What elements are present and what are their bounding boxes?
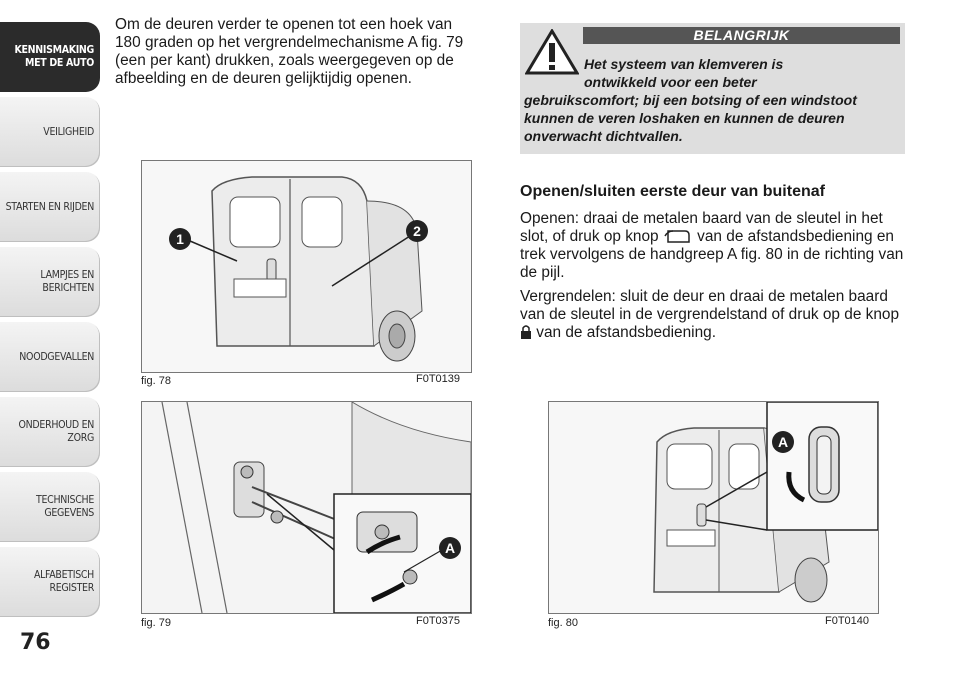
warning-box: [520, 23, 905, 154]
figure-80: [548, 401, 879, 614]
tab-label: ALFABETISCH REGISTER: [33, 569, 94, 594]
open-text-after: van de afstandsbediening en trek vervolgens de handgreep A fig. 80 in de richting van de pijl.: [520, 228, 904, 281]
lock-text-after: van de afstandsbediening.: [536, 324, 716, 341]
callout-2: 2: [413, 223, 421, 239]
callout-1: 1: [176, 231, 184, 247]
page-number: 76: [20, 630, 51, 655]
fig78-code: F0T0139: [416, 373, 461, 385]
tab-technische[interactable]: [0, 472, 100, 542]
callout-a: A: [777, 434, 789, 450]
handle-illustration: [549, 402, 878, 613]
open-paragraph: [520, 210, 915, 282]
tab-label: STARTEN EN RIJDEN: [5, 200, 94, 213]
warning-text: [524, 55, 900, 145]
figure-78: [141, 160, 472, 373]
tab-veiligheid[interactable]: [0, 97, 100, 167]
fig80-label: fig. 80: [548, 617, 578, 629]
tab-starten[interactable]: [0, 172, 100, 242]
tab-label: LAMPJES EN BERICHTEN: [40, 269, 94, 294]
warning-line-1: Het systeem van klemveren is: [584, 56, 784, 72]
figure-79: [141, 401, 472, 614]
tab-onderhoud[interactable]: [0, 397, 100, 467]
chapter-sidebar: [0, 22, 100, 622]
tab-label: TECHNISCHE GEGEVENS: [36, 494, 94, 519]
warning-line-2: ontwikkeld voor een beter: [584, 74, 757, 90]
tab-kennismaking[interactable]: [0, 22, 100, 92]
tab-label: NOODGEVALLEN: [19, 350, 94, 363]
open-text-before: Openen: draai de metalen baard van de sleutel in het slot, of druk op knop: [520, 210, 883, 245]
intro-paragraph: Om de deuren verder te openen tot een hoek van 180 graden op het vergrendelmechanisme A fig. 79 (een per kant) drukken, zoals weergegeven op de afbeelding en de deuren gelijktijdig openen.: [115, 16, 464, 87]
tab-label: KENNISMAKING MET DE AUTO: [14, 44, 94, 69]
van-rear-illustration: [142, 161, 471, 372]
tab-label: ONDERHOUD EN ZORG: [18, 419, 94, 444]
section-heading: Openen/sluiten eerste deur van buitenaf: [520, 183, 825, 200]
fig79-code: F0T0375: [416, 615, 461, 627]
fig78-label: fig. 78: [141, 375, 171, 387]
unlock-door-icon: [663, 228, 693, 244]
tab-noodgevallen[interactable]: [0, 322, 100, 392]
warning-title: BELANGRIJK: [583, 27, 900, 44]
tab-label: VEILIGHEID: [43, 125, 94, 138]
tab-lampjes[interactable]: [0, 247, 100, 317]
fig79-label: fig. 79: [141, 617, 171, 629]
warning-rest: gebruikscomfort; bij een botsing of een windstoot kunnen de veren loshaken en kunnen de deuren onverwacht dichtvallen.: [524, 92, 857, 144]
fig80-code: F0T0140: [825, 615, 870, 627]
lock-text-before: Vergrendelen: sluit de deur en draai de metalen baard van de sleutel in de vergrendelstand of druk op de knop: [520, 288, 900, 323]
tab-alfabetisch[interactable]: [0, 547, 100, 617]
lock-paragraph: [520, 288, 915, 342]
callout-a: A: [444, 540, 456, 556]
padlock-icon: [520, 324, 532, 340]
door-hinge-illustration: [142, 402, 471, 613]
